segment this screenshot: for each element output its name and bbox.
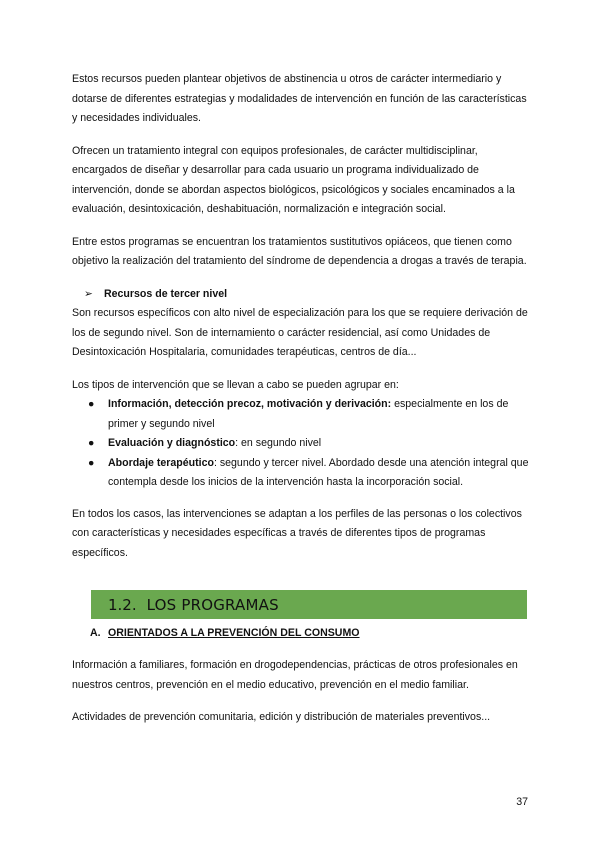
arrow-bullet-icon: ➢ <box>84 287 93 300</box>
bullet-icon: ● <box>88 437 95 449</box>
bullet-icon: ● <box>88 456 95 469</box>
page-number: 37 <box>516 796 528 808</box>
tercer-nivel-heading <box>72 285 532 305</box>
paragraph-informacion: Información a familiares, formación en drogodependencias, prácticas de otros profesionales en nuestros centros, prevención en el medio educativo, prevención en el medio familiar. <box>72 659 518 691</box>
paragraph-tratamiento-integral: Ofrecen un tratamiento integral con equipos profesionales, de carácter multidisciplinar, encargados de diseñar y desarrollar para cada usuario un programa individualizado de intervención, donde se abordan aspectos biológicos, psicológicos y sociales encaminados a la evaluación, desintoxicación, deshabituación, normalización e integración social. <box>72 144 515 215</box>
tipos-list <box>72 395 532 493</box>
subsection-letter: A. <box>90 627 101 639</box>
list-item <box>72 395 532 434</box>
paragraph-actividades: Actividades de prevención comunitaria, edición y distribución de materiales preventivos... <box>72 711 491 723</box>
bullet-icon: ● <box>88 398 95 410</box>
paragraph-objetivos: Estos recursos pueden plantear objetivos de abstinencia u otros de carácter intermediario y dotarse de diferentes estrategias y modalidades de intervención en función de las características y necesidades individuales. <box>72 73 527 124</box>
list-item-bold: Información, detección precoz, motivación y derivación: <box>108 398 392 410</box>
section-number: 1.2. <box>108 595 137 614</box>
tercer-nivel-title: Recursos de tercer nivel <box>104 287 228 300</box>
list-item-text: especialmente en los de primer y segundo nivel <box>108 398 509 430</box>
section-heading-bar <box>91 590 527 619</box>
list-item-bold: Abordaje terapéutico <box>108 456 214 469</box>
page-body <box>72 70 532 576</box>
subsection-heading <box>90 627 360 639</box>
section-body <box>72 656 532 741</box>
list-item <box>72 454 532 493</box>
subsection-title: ORIENTADOS A LA PREVENCIÓN DEL CONSUMO <box>108 627 360 639</box>
paragraph-tratamientos-sustitutivos: Entre estos programas se encuentran los tratamientos sustitutivos opiáceos, que tienen como objetivo la realización del tratamiento del síndrome de dependencia a drogas a través de terapia. <box>72 235 527 267</box>
section-title: LOS PROGRAMAS <box>146 595 279 614</box>
paragraph-tipos-intro: Los tipos de intervención que se llevan a cabo se pueden agrupar en: <box>72 378 399 391</box>
list-item-bold: Evaluación y diagnóstico <box>108 437 236 449</box>
list-item-text: : segundo y tercer nivel. Abordado desde una atención integral que contempla desde los inicios de la intervención hasta la incorporación social. <box>108 456 529 488</box>
list-item <box>72 434 532 454</box>
list-item-text: : en segundo nivel <box>235 437 322 449</box>
paragraph-closing: En todos los casos, las intervenciones se adaptan a los perfiles de las personas o los colectivos con características y necesidades específicas a través de diferentes tipos de programas específicos. <box>72 507 522 559</box>
paragraph-tercer-nivel: Son recursos específicos con alto nivel de especialización para los que se requiere derivación de los de segundo nivel. Son de internamiento o carácter residencial, así como Unidades de Desintoxicación Hospitalaria, comunidades terapéuticas, centros de día... <box>72 307 528 358</box>
